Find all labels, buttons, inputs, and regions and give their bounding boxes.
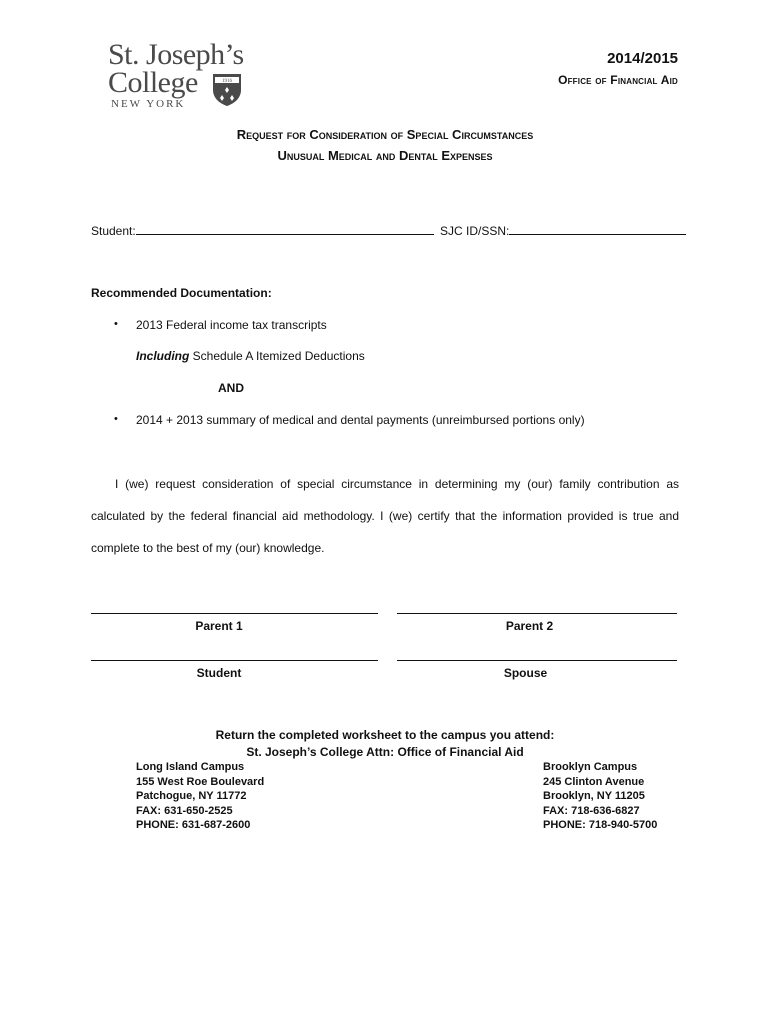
sjc-id-field[interactable]: [509, 223, 686, 235]
id-field-row: [440, 223, 686, 238]
student-signature-label: Student: [196, 666, 242, 680]
logo-name-line1: St. Joseph’s: [108, 38, 244, 71]
spouse-label: Spouse: [503, 666, 548, 680]
documentation-including: [136, 349, 365, 363]
brooklyn-campus-address: [543, 760, 657, 833]
brooklyn-phone: PHONE: 718-940-5700: [543, 819, 658, 831]
form-subtitle: Unusual Medical and Dental Expenses: [277, 148, 493, 163]
sjc-id-label: SJC ID/SSN:: [440, 224, 510, 238]
spouse-signature-line[interactable]: [397, 660, 677, 661]
brooklyn-city: Brooklyn, NY 11205: [543, 790, 645, 802]
form-title: Request for Consideration of Special Circumstances: [236, 127, 534, 142]
including-emphasis: Including: [136, 349, 190, 363]
logo-location: NEW YORK: [111, 98, 186, 110]
long-island-street: 155 West Roe Boulevard: [136, 775, 265, 788]
brooklyn-fax: FAX: 718-636-6827: [543, 804, 640, 817]
brooklyn-street: 245 Clinton Avenue: [543, 775, 645, 788]
parent1-signature-line[interactable]: [91, 613, 378, 614]
long-island-phone: PHONE: 631-687-2600: [136, 819, 251, 831]
brooklyn-campus-name: Brooklyn Campus: [543, 761, 638, 773]
student-field-row: [91, 223, 434, 238]
bullet-icon: •: [114, 413, 118, 425]
parent1-label: Parent 1: [195, 619, 243, 633]
documentation-item-2: 2014 + 2013 summary of medical and dental payments (unreimbursed portions only): [136, 413, 585, 427]
long-island-city: Patchogue, NY 11772: [136, 790, 247, 802]
certification-text: I (we) request consideration of special circumstance in determining my (our) family contribution as calculated by the federal financial aid methodology. I (we) certify that the information provided is true and complete to the best of my (our) knowledge.: [91, 477, 679, 555]
return-attention: St. Joseph’s College Attn: Office of Financial Aid: [246, 745, 524, 759]
bullet-icon: •: [114, 318, 118, 330]
parent2-label: Parent 2: [505, 619, 554, 633]
office-name: Office of Financial Aid: [558, 73, 678, 87]
documentation-item-1: 2013 Federal income tax transcripts: [136, 318, 327, 332]
long-island-campus-name: Long Island Campus: [136, 761, 245, 773]
long-island-fax: FAX: 631-650-2525: [136, 804, 233, 817]
long-island-campus-address: [136, 760, 264, 833]
college-logo: [108, 40, 248, 112]
logo-name-line2: College: [108, 66, 198, 99]
and-connector: AND: [218, 381, 244, 395]
shield-icon: [212, 73, 242, 107]
return-instruction: Return the completed worksheet to the campus you attend:: [215, 728, 555, 742]
student-name-field[interactable]: [136, 223, 434, 235]
parent2-signature-line[interactable]: [397, 613, 677, 614]
student-signature-line[interactable]: [91, 660, 378, 661]
shield-year: 1916: [222, 79, 232, 84]
certification-statement: [91, 468, 679, 564]
student-label: Student:: [91, 224, 136, 238]
including-rest: Schedule A Itemized Deductions: [189, 349, 365, 363]
academic-year: 2014/2015: [607, 50, 678, 67]
documentation-heading: Recommended Documentation:: [91, 286, 272, 300]
